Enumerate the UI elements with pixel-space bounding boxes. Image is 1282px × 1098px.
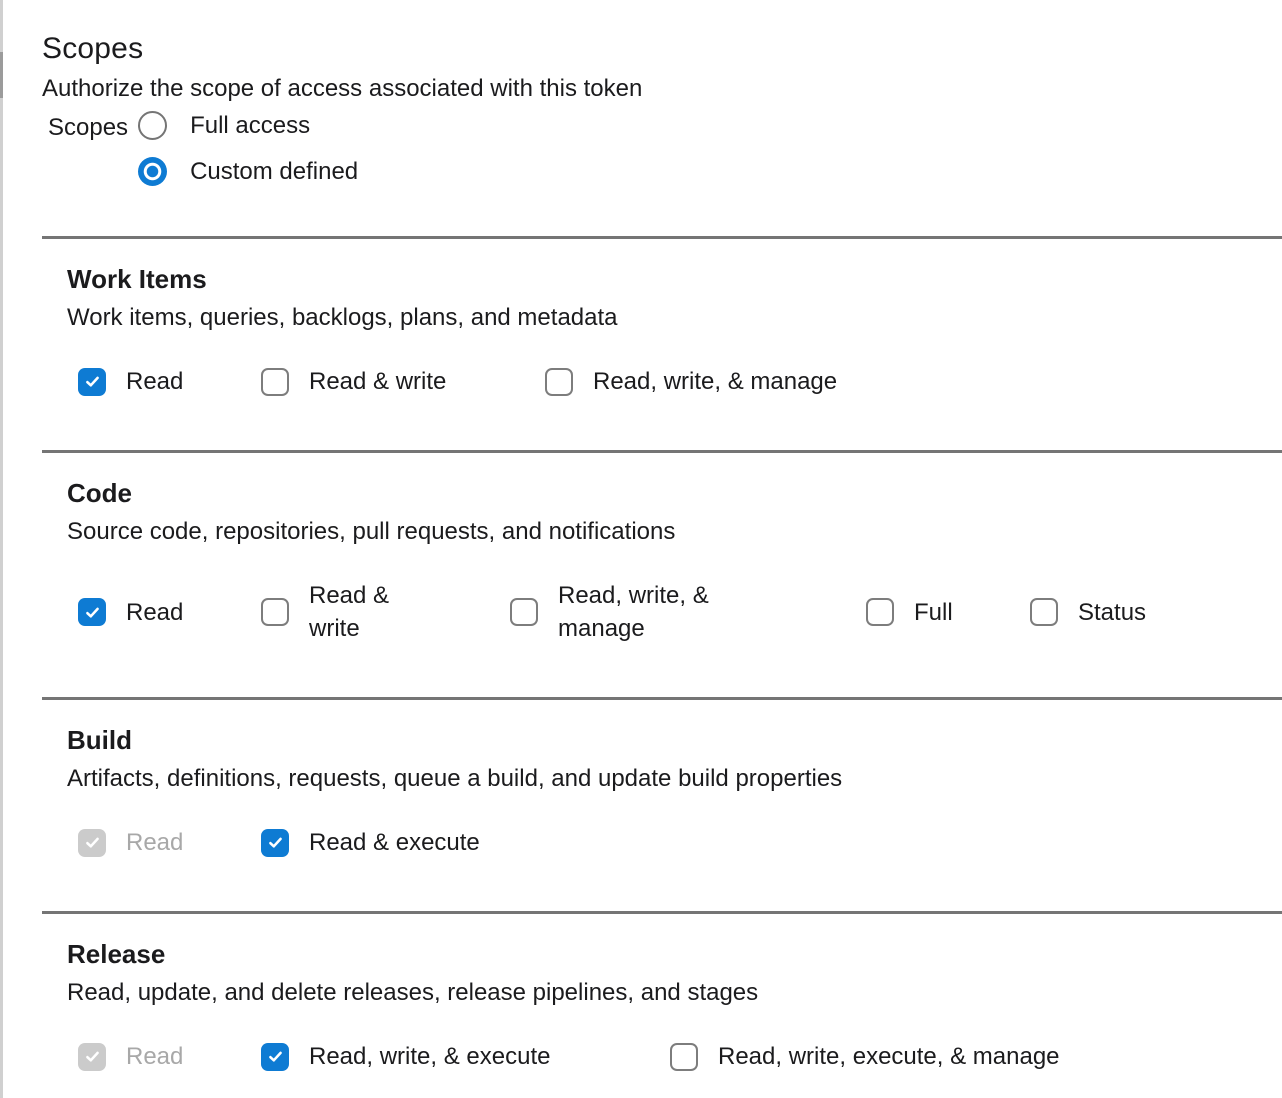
radio-option-label: Full access: [190, 111, 311, 139]
checkbox-build-read-disabled: [78, 826, 261, 859]
check-icon: [84, 1048, 101, 1065]
checkbox-unchecked-icon[interactable]: [261, 368, 289, 396]
radio-options: [138, 111, 358, 186]
checkbox-label: Read, write, & manage: [558, 582, 709, 642]
checkbox-code-status[interactable]: [1030, 596, 1146, 629]
checkbox-unchecked-icon[interactable]: [670, 1043, 698, 1071]
checkbox-label: Read & execute: [309, 829, 480, 856]
checkbox-code-read-write-manage[interactable]: [510, 579, 866, 645]
checkbox-checked-icon[interactable]: [78, 598, 106, 626]
checkbox-work-items-read[interactable]: [78, 365, 261, 398]
checkbox-disabled-checked-icon: [78, 1043, 106, 1071]
checkbox-row: [78, 1040, 1282, 1073]
checkbox-row: [78, 579, 1282, 645]
radio-unselected-icon[interactable]: [138, 111, 167, 140]
checkbox-checked-icon[interactable]: [261, 1043, 289, 1071]
checkbox-release-read-disabled: [78, 1040, 261, 1073]
checkbox-unchecked-icon[interactable]: [545, 368, 573, 396]
radio-option-label: Custom defined: [190, 157, 359, 185]
section-code: [0, 450, 1282, 697]
section-description: Source code, repositories, pull requests, and notifications: [67, 518, 676, 545]
checkbox-checked-icon[interactable]: [78, 368, 106, 396]
check-icon: [84, 604, 101, 621]
scrollbar-track[interactable]: [0, 0, 3, 1098]
checkbox-label: Read, write, & manage: [593, 368, 838, 395]
checkbox-code-read[interactable]: [78, 596, 261, 629]
section-description: Read, update, and delete releases, release pipelines, and stages: [67, 979, 759, 1006]
checkbox-build-read-execute[interactable]: [261, 826, 480, 859]
scopes-header: [0, 0, 1282, 236]
checkbox-label: Full: [914, 598, 953, 626]
checkbox-row: [78, 365, 1282, 398]
radio-option-full-access[interactable]: [138, 111, 358, 140]
page-title: Scopes: [42, 32, 144, 65]
checkbox-release-read-write-execute[interactable]: [261, 1040, 670, 1073]
check-icon: [84, 373, 101, 390]
checkbox-label: Read: [126, 598, 184, 626]
checkbox-work-items-read-write-manage[interactable]: [545, 365, 837, 398]
checkbox-label: Read: [126, 829, 184, 856]
page-subtitle: Authorize the scope of access associated with this token: [42, 75, 643, 102]
checkbox-checked-icon[interactable]: [261, 829, 289, 857]
checkbox-code-full[interactable]: [866, 596, 1030, 629]
section-title: Build: [67, 725, 132, 755]
section-title: Code: [67, 478, 132, 508]
section-title: Work Items: [67, 264, 207, 294]
checkbox-work-items-read-write[interactable]: [261, 365, 545, 398]
section-description: Work items, queries, backlogs, plans, and metadata: [67, 304, 618, 331]
checkbox-unchecked-icon[interactable]: [1030, 598, 1058, 626]
checkbox-code-read-write[interactable]: [261, 579, 510, 645]
section-build: [0, 697, 1282, 911]
check-icon: [267, 1048, 284, 1065]
scrollbar-thumb[interactable]: [0, 52, 3, 98]
checkbox-disabled-checked-icon: [78, 829, 106, 857]
checkbox-unchecked-icon[interactable]: [261, 598, 289, 626]
checkbox-label: Read, write, & execute: [309, 1043, 551, 1070]
checkbox-label: Read, write, execute, & manage: [718, 1043, 1060, 1070]
checkbox-row: [78, 826, 1282, 859]
radio-selected-icon[interactable]: [138, 157, 167, 186]
section-work-items: [0, 236, 1282, 450]
check-icon: [84, 834, 101, 851]
scopes-radio-group: [42, 111, 1240, 186]
radio-option-custom-defined[interactable]: [138, 157, 358, 186]
checkbox-label: Status: [1078, 598, 1147, 626]
check-icon: [267, 834, 284, 851]
checkbox-unchecked-icon[interactable]: [510, 598, 538, 626]
section-description: Artifacts, definitions, requests, queue a build, and update build properties: [67, 765, 843, 792]
checkbox-label: Read: [126, 368, 184, 395]
checkbox-release-read-write-execute-manage[interactable]: [670, 1040, 1060, 1073]
section-title: Release: [67, 939, 166, 969]
checkbox-unchecked-icon[interactable]: [866, 598, 894, 626]
checkbox-label: Read & write: [309, 368, 447, 395]
section-release: [0, 911, 1282, 1073]
checkbox-label: Read & write: [309, 582, 390, 642]
scopes-radio-group-label: Scopes: [48, 114, 129, 141]
checkbox-label: Read: [126, 1043, 184, 1070]
